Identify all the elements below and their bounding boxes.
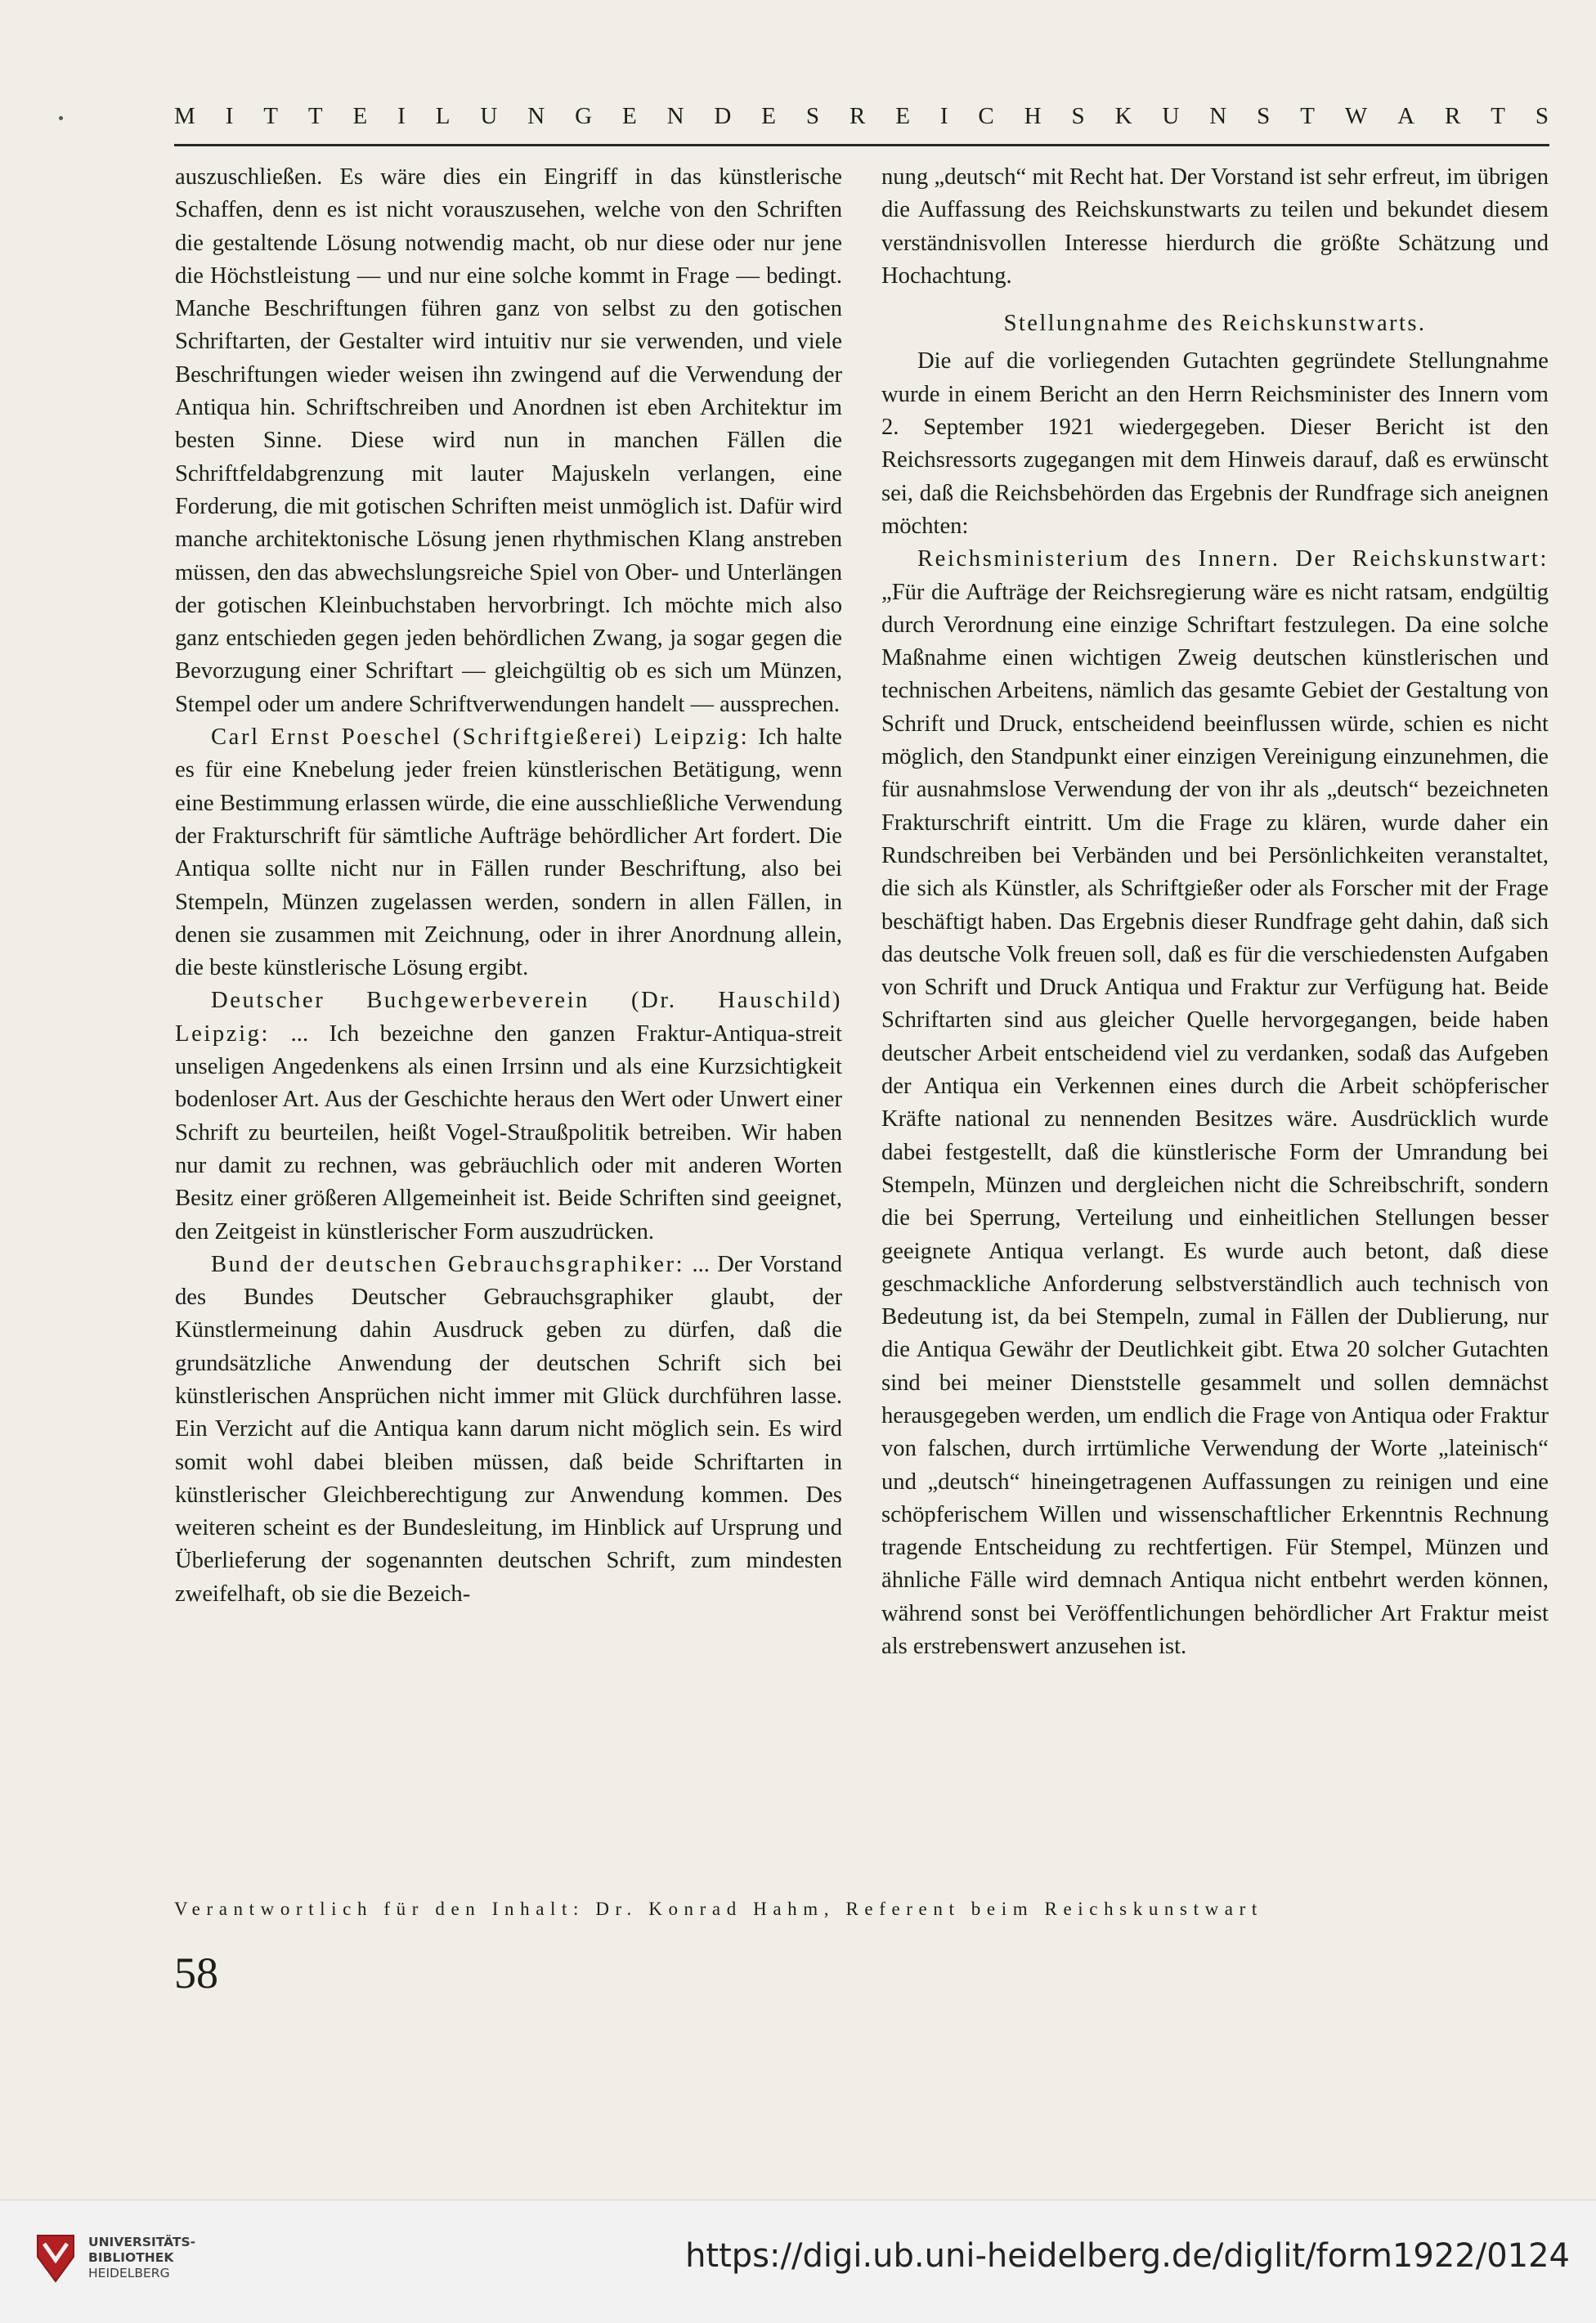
paragraph-lead: Deutscher Buchgewerbeverein (Dr. Hauschild) Leipzig: <box>175 988 842 1047</box>
running-head-letter: U <box>480 103 499 129</box>
section-heading: Stellungnahme des Reichskunstwarts. <box>1003 311 1427 337</box>
running-head-letter: A <box>1397 103 1416 129</box>
running-head-letter: R <box>1444 103 1462 129</box>
right-column <box>881 161 1549 1663</box>
running-head-letter: G <box>575 103 594 129</box>
library-logo-text: UNIVERSITÄTS- BIBLIOTHEK HEIDELBERG <box>88 2235 196 2280</box>
running-head-letter: I <box>939 103 949 129</box>
running-head-letter: E <box>895 103 911 129</box>
paragraph: Reichsministerium des Innern. Der Reichskunstwart: „Für die Aufträge der Reichsregierung wäre es nicht ratsam, endgültig durch Verordnung eine einzige Schriftart festzulegen. Da eine solche Maßnahme einen wichtigen Zweig deutschen künstlerischen und technischen Arbeitens, nämlich das gesamte Gebiet der Gestaltung von Schrift und Druck, entscheidend beeinflussen würde, schien es nicht möglich, den Standpunkt einer einzigen Vereinigung einzunehmen, die für ausnahmslose Verwendung der von ihr als „deutsch“ bezeichneten Frakturschrift eintritt. Um die Frage zu klären, wurde daher ein Rundschreiben bei Verbänden und bei Persönlichkeiten veranstaltet, die sich als Künstler, als Schriftgießer oder als Forscher mit der Frage beschäftigt haben. Das Ergebnis dieser Rundfrage geht dahin, daß sich das deutsche Volk freuen soll, daß es für die verschiedensten Aufgaben von Schrift und Druck Antiqua und Fraktur zur Verfügung hat. Beide Schriftarten sind aus gleicher Quelle hervorgegangen, beide haben deutscher Arbeit entscheidend viel zu verdanken, sodaß das Aufgeben der Antiqua ein Verkennen eines durch die Arbeit schöpferischer Kräfte national zu nennenden Besitzes wäre. Ausdrücklich wurde dabei festgestellt, daß die künstlerische Form der Umrandung bei Stempeln, Münzen und dergleichen nicht die Schreibschrift, sondern die bei Sperrung, Verteilung und einheitlichen Stellungen besser geeignete Antiqua verlangt. Es wurde auch betont, daß diese geschmackliche Anforderung selbstverständlich auch technisch von Bedeutung ist, da bei Stempeln, zumal in Fällen der Dublierung, nur die Antiqua Gewähr der Deutlichkeit gibt. Etwa 20 solcher Gutachten sind bei meiner Dienststelle gesammelt und sollen demnächst herausgegeben werden, um endlich die Frage von Antiqua oder Fraktur von falschen, durch irrtümliche Verwendung der Worte „lateinisch“ und „deutsch“ hineingetragenen Auffassungen zu reinigen und eine schöpferischem Willen und wissenschaftlicher Erkenntnis Rechnung tragende Entscheidung zu rechtfertigen. Für Stempel, Münzen und ähnliche Fälle wird demnach Antiqua nicht entbehrt werden können, während sonst bei Veröffentlichungen behördlicher Art Fraktur meist als erstrebenswert anzusehen ist. <box>881 546 1549 1660</box>
running-head-letter: U <box>1162 103 1181 129</box>
running-head-letter: T <box>307 103 324 129</box>
page-number: 58 <box>174 1949 218 1998</box>
running-head-letter: E <box>352 103 369 129</box>
paragraph: Bund der deutschen Gebrauchsgraphiker: ... Der Vorstand des Bundes Deutscher Gebrauchsgraphiker glaubt, der Künstlermeinung dahin Ausdruck geben zu dürfen, daß die grundsätzliche Anwendung der deutschen Schrift sich bei künstlerischen Ansprüchen nicht immer mit Glück durchführen lasse. Ein Verzicht auf die Antiqua kann darum nicht möglich sein. Es wird somit wohl dabei bleiben müssen, daß beide Schriftarten in künstlerischer Gleichberechtigung zur Anwendung kommen. Des weiteren scheint es der Bundesleitung, im Hinblick auf Ursprung und Überlieferung der sogenannten deutschen Schrift, zum mindesten zweifelhaft, ob sie die Bezeich- <box>175 1251 842 1607</box>
running-head-letter: N <box>666 103 685 129</box>
margin-dot <box>59 116 63 120</box>
running-head-letter: S <box>1071 103 1086 129</box>
paragraph: Deutscher Buchgewerbeverein (Dr. Hauschild) Leipzig: ... Ich bezeichne den ganzen Fraktur-Antiqua-streit unseligen Angedenkens als einen Irrsinn und als eine Kurzsichtigkeit bodenloser Art. Aus der Geschichte heraus den Wert oder Unwert einer Schrift zu beurteilen, heißt Vogel-Straußpolitik betreiben. Wir haben nur damit zu rechnen, was gebräuchlich oder mit anderen Worten Besitz einer größeren Allgemeinheit ist. Beide Schriften sind geeignet, den Zeitgeist in künstlerischer Form auszudrücken. <box>175 988 842 1244</box>
running-head-letter: H <box>1024 103 1042 129</box>
running-head-letter: S <box>1257 103 1271 129</box>
responsible-line: Verantwortlich für den Inhalt: Dr. Konrad Hahm, Referent beim Reichskunstwart <box>174 1899 1263 1919</box>
paragraph-lead: Carl Ernst Poeschel (Schriftgießerei) Leipzig: <box>211 724 750 751</box>
running-head-letter: W <box>1344 103 1369 129</box>
running-head-letter: E <box>761 103 777 129</box>
running-head-letter: M <box>174 103 196 129</box>
running-head-letter: N <box>527 103 546 129</box>
paragraph-lead: Reichsministerium des Innern. Der Reichskunstwart: <box>917 546 1549 572</box>
source-url-link[interactable]: https://digi.ub.uni-heidelberg.de/diglit/form1922/0124 <box>685 2237 1570 2275</box>
paragraph: nung „deutsch“ mit Recht hat. Der Vorstand ist sehr erfreut, im übrigen die Auffassung des Reichskunstwarts zu teilen und bekundet diesem verständnisvollen Interesse hierdurch die größte Schätzung und Hochachtung. <box>881 164 1549 289</box>
running-head-letter: L <box>435 103 451 129</box>
running-head <box>174 103 1549 130</box>
header-rule <box>174 144 1549 146</box>
running-head-letter: T <box>263 103 279 129</box>
running-head-letter: K <box>1114 103 1133 129</box>
running-head-letter: C <box>978 103 995 129</box>
paragraph-lead: Bund der deutschen Gebrauchsgraphiker: <box>211 1251 685 1277</box>
paragraph: Carl Ernst Poeschel (Schriftgießerei) Leipzig: Ich halte es für eine Knebelung jeder freien künstlerischen Betätigung, wenn eine Bestimmung erlassen würde, die eine ausschließliche Verwendung der Frakturschrift für sämtliche Aufträge behördlicher Art fordert. Die Antiqua sollte nicht nur in Fällen runder Beschriftung, also bei Stempeln, Münzen zugelassen werden, sondern in allen Fällen, in denen sie zusammen mit Zeichnung, oder in ihrer Anordnung allein, die beste künstlerische Lösung ergibt. <box>175 724 842 981</box>
running-head-letter: R <box>849 103 867 129</box>
running-head-letter: I <box>397 103 406 129</box>
running-head-letter: T <box>1491 103 1506 129</box>
running-head-letter: S <box>805 103 821 129</box>
running-head-letter: S <box>1535 103 1549 129</box>
running-head-letter: D <box>714 103 733 129</box>
left-column <box>175 161 842 1611</box>
paragraph: Die auf die vorliegenden Gutachten gegründete Stellungnahme wurde in einem Bericht an den Herrn Reichsminister des Innern vom 2. September 1921 wiedergegeben. Dieser Bericht ist den Reichsressorts zugegangen mit dem Hinweis darauf, daß es erwünscht sei, daß die Reichsbehörden das Ergebnis der Rundfrage sich aneignen möchten: <box>881 348 1549 539</box>
running-head-letter: I <box>225 103 235 129</box>
running-head-letter: E <box>621 103 638 129</box>
paragraph: auszuschließen. Es wäre dies ein Eingriff in das künstlerische Schaffen, denn es ist nicht vorauszusehen, welche von den Schriften die gestaltende Lösung notwendig macht, ob nur diese oder nur jene die Höchstleistung — und nur eine solche kommt in Frage — bedingt. Manche Beschriftungen führen ganz von selbst zu den gotischen Schriftarten, der Gestalter wird intuitiv nur sie verwenden, und viele Beschriftungen wieder weisen ihn zwingend auf die Verwendung der Antiqua hin. Schriftschreiben und Anordnen ist eben Architektur im besten Sinne. Diese wird nun in manchen Fällen die Schriftfeldabgrenzung mit lauter Majuskeln verlangen, eine Forderung, die mit gotischen Schriften meist unmöglich ist. Dafür wird manche architektonische Lösung jenen rhythmischen Klang anstreben müssen, den das abwechslungsreiche Spiel von Ober- und Unterlängen der gotischen Kleinbuchstaben hervorbringt. Ich möchte mich also ganz entschieden gegen jeden behördlichen Zwang, ja sogar gegen die Bevorzugung einer Schriftart — gleichgültig ob es sich um Münzen, Stempel oder um andere Schriftverwendungen handelt — aussprechen. <box>175 164 842 717</box>
running-head-letter: N <box>1209 103 1228 129</box>
running-head-letter: T <box>1300 103 1316 129</box>
library-logo-icon <box>34 2232 77 2285</box>
